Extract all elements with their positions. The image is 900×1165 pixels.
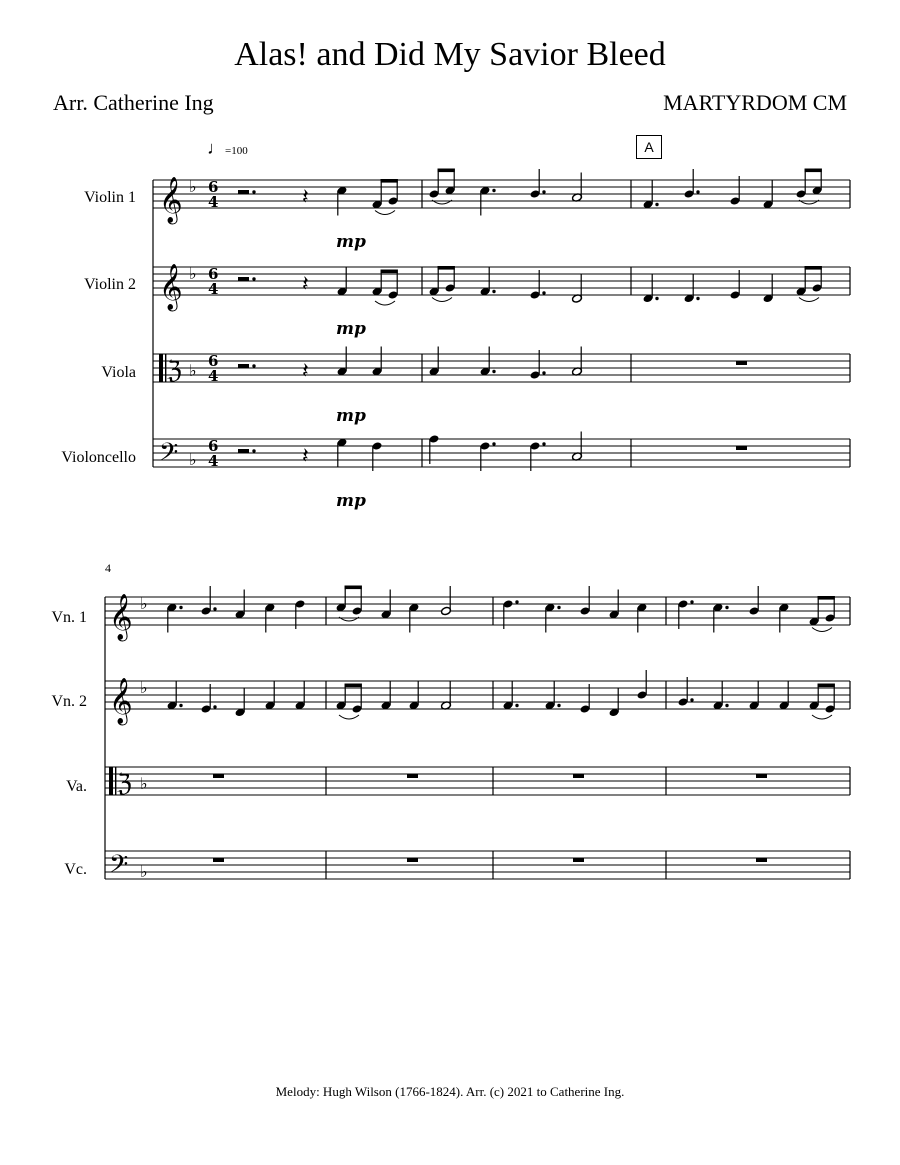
whole-rest-icon <box>736 361 747 365</box>
time-signature-top: 6 <box>208 352 219 370</box>
beam <box>381 179 398 183</box>
instrument-label-vc-short: Vc. <box>64 861 87 878</box>
alto-clef-icon <box>109 767 113 795</box>
dynamic-mp: mp <box>336 491 366 511</box>
treble-clef-icon: 𝄞 <box>109 594 133 640</box>
beam <box>345 684 362 688</box>
key-signature-flat-icon: ♭ <box>189 264 197 283</box>
key-signature-flat-icon: ♭ <box>189 450 197 469</box>
half-rest-icon <box>238 277 249 281</box>
augmentation-dot <box>179 704 182 707</box>
augmentation-dot <box>655 297 658 300</box>
augmentation-dot <box>213 705 216 708</box>
whole-rest-icon <box>573 858 584 862</box>
alto-clef-icon <box>159 354 163 382</box>
key-signature-flat-icon: ♭ <box>189 361 197 380</box>
rest-dot <box>252 190 255 193</box>
slur <box>812 715 832 719</box>
treble-clef-icon: 𝄞 <box>159 264 183 310</box>
whole-rest-icon <box>736 446 747 450</box>
dynamic-mp: mp <box>336 232 366 252</box>
key-signature-flat-icon: ♭ <box>140 774 148 793</box>
tune-name: MARTYRDOM CM <box>663 90 847 115</box>
half-rest-icon <box>238 190 249 194</box>
beam <box>818 684 835 688</box>
treble-clef-icon: 𝄞 <box>159 177 183 223</box>
time-signature-bottom: 4 <box>208 367 219 385</box>
augmentation-dot <box>725 606 728 609</box>
slur <box>375 211 395 215</box>
beam <box>805 169 822 173</box>
key-signature-flat-icon: ♭ <box>140 862 148 881</box>
augmentation-dot <box>492 442 495 445</box>
bass-clef-icon: 𝄢 <box>159 438 179 473</box>
treble-clef-icon: 𝄞 <box>109 678 133 724</box>
augmentation-dot <box>655 203 658 206</box>
time-signature-top: 6 <box>208 437 219 455</box>
augmentation-dot <box>492 189 495 192</box>
rest-dot <box>252 364 255 367</box>
augmentation-dot <box>557 704 560 707</box>
augmentation-dot <box>542 190 545 193</box>
dynamic-mp: mp <box>336 406 366 426</box>
instrument-label-violin-1: Violin 1 <box>84 189 136 206</box>
whole-rest-icon <box>756 858 767 862</box>
footer-credit: Melody: Hugh Wilson (1766-1824). Arr. (c) 2021 to Catherine Ing. <box>275 1084 625 1099</box>
augmentation-dot <box>690 600 693 603</box>
augmentation-dot <box>542 442 545 445</box>
half-rest-icon <box>238 364 249 368</box>
instrument-label-violoncello: Violoncello <box>61 449 136 466</box>
half-rest-icon <box>238 449 249 453</box>
slur <box>799 298 819 302</box>
beam <box>438 266 455 270</box>
time-signature-top: 6 <box>208 178 219 196</box>
quarter-rest-icon: 𝄽 <box>302 272 309 297</box>
slur <box>432 298 452 302</box>
alto-clef-icon: ℨ <box>117 769 132 797</box>
augmentation-dot <box>213 607 216 610</box>
beam <box>818 596 835 600</box>
rest-dot <box>252 449 255 452</box>
key-signature-flat-icon: ♭ <box>140 594 148 613</box>
tempo-value: =100 <box>225 145 248 157</box>
instrument-label-vn2-short: Vn. 2 <box>51 693 87 710</box>
dynamic-mp: mp <box>336 319 366 339</box>
whole-rest-icon <box>213 858 224 862</box>
quarter-note-icon: ♩ <box>207 138 225 158</box>
instrument-label-viola: Viola <box>101 364 136 381</box>
beam <box>345 586 362 590</box>
augmentation-dot <box>696 190 699 193</box>
augmentation-dot <box>725 704 728 707</box>
slur <box>812 628 832 632</box>
quarter-rest-icon: 𝄽 <box>302 444 309 469</box>
whole-rest-icon <box>756 774 767 778</box>
instrument-label-violin-2: Violin 2 <box>84 276 136 293</box>
time-signature-bottom: 4 <box>208 280 219 298</box>
time-signature-bottom: 4 <box>208 193 219 211</box>
key-signature-flat-icon: ♭ <box>140 678 148 697</box>
key-signature-flat-icon: ♭ <box>189 177 197 196</box>
piece-title: Alas! and Did My Savior Bleed <box>234 36 666 73</box>
augmentation-dot <box>179 606 182 609</box>
arranger-credit: Arr. Catherine Ing <box>53 90 214 115</box>
rest-dot <box>252 277 255 280</box>
beam <box>381 270 398 274</box>
time-signature-top: 6 <box>208 265 219 283</box>
augmentation-dot <box>515 704 518 707</box>
beam <box>805 266 822 270</box>
measure-number: 4 <box>105 561 111 575</box>
augmentation-dot <box>557 606 560 609</box>
time-signature-bottom: 4 <box>208 452 219 470</box>
quarter-rest-icon: 𝄽 <box>302 185 309 210</box>
whole-rest-icon <box>407 858 418 862</box>
slur <box>375 301 395 305</box>
bass-clef-icon: 𝄢 <box>109 850 129 885</box>
augmentation-dot <box>542 291 545 294</box>
augmentation-dot <box>690 698 693 701</box>
augmentation-dot <box>696 297 699 300</box>
augmentation-dot <box>492 370 495 373</box>
whole-rest-icon <box>407 774 418 778</box>
augmentation-dot <box>492 290 495 293</box>
instrument-label-vn1-short: Vn. 1 <box>51 609 87 626</box>
whole-rest-icon <box>573 774 584 778</box>
quarter-rest-icon: 𝄽 <box>302 359 309 384</box>
slur <box>339 715 359 719</box>
rehearsal-mark: A <box>636 135 662 159</box>
whole-rest-icon <box>213 774 224 778</box>
instrument-label-va-short: Va. <box>66 778 87 795</box>
augmentation-dot <box>515 600 518 603</box>
beam <box>438 169 455 173</box>
augmentation-dot <box>542 371 545 374</box>
alto-clef-icon: ℨ <box>167 356 182 384</box>
